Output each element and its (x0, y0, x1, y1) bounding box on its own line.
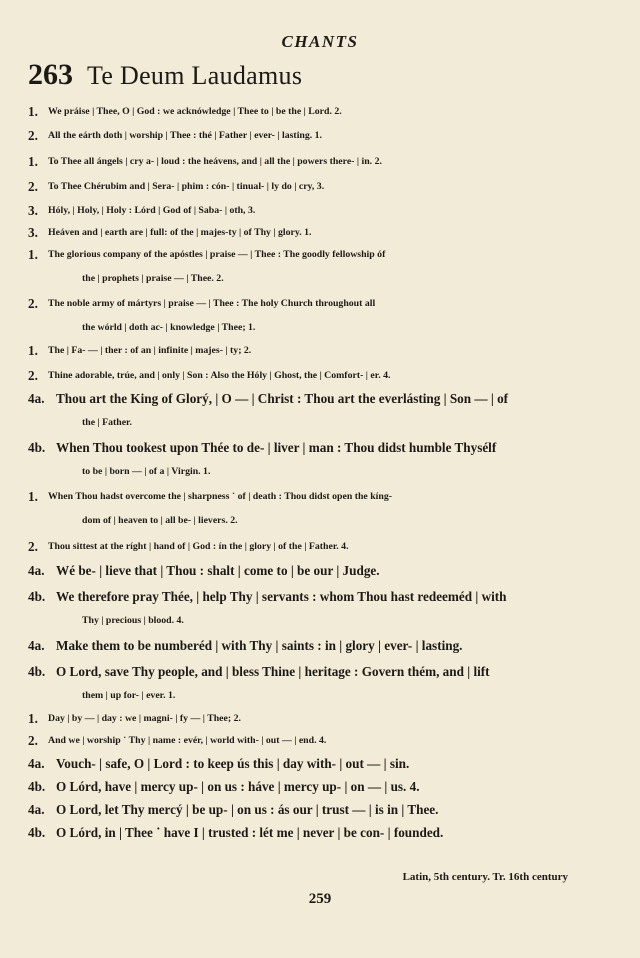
verse (28, 585, 588, 633)
verse (28, 485, 588, 533)
verse-label: 1. (28, 711, 38, 726)
verse-line: Thou sittest at the ríght | hand of | God : ín the | glory | of the | Father. 4. (48, 541, 349, 552)
verse-line: When Thou tookest upon Thée to de- | liver | man : Thou didst humble Thysélf (56, 440, 497, 455)
page-number: 259 (308, 891, 332, 907)
verse-label: 4a. (28, 563, 45, 578)
hymn-title: Te Deum Laudamus (87, 61, 303, 90)
verse (28, 124, 588, 148)
verse-text (28, 798, 588, 822)
verse-text (28, 660, 588, 708)
verse-label: 1. (28, 154, 38, 169)
verse-text (28, 175, 588, 199)
verse (28, 634, 588, 658)
verse (28, 243, 588, 291)
verse-line: Heáven and | earth are | full: of the | majes-ty | of Thy | glory. 1. (48, 227, 312, 238)
verse-line: Wé be- | lieve that | Thou : shalt | come to | be our | Judge. (56, 563, 380, 578)
verse-line: O Lórd, in | Thee ˙ have I | trusted : lét me | never | be con- | founded. (56, 825, 444, 840)
verse (28, 199, 588, 223)
verse-line: To Thee Chérubim and | Sera- | phim : cón- | tinual- | ly do | cry, 3. (48, 181, 325, 192)
verse-line: The | Fa- — | ther : of an | infinite | majes- | ty; 2. (48, 345, 252, 356)
verse-label: 3. (28, 225, 38, 240)
verse-line: All the eárth doth | worship | Thee : thé | Father | ever- | lasting. 1. (48, 130, 323, 141)
verse-text (28, 292, 588, 340)
verse-line: O Lord, let Thy mercý | be up- | on us : ás our | trust — | is in | Thee. (56, 802, 439, 817)
verse-text (28, 535, 588, 559)
verse-label: 2. (28, 128, 38, 143)
verse (28, 821, 588, 845)
verse-text (28, 150, 588, 174)
verse (28, 175, 588, 199)
verse-line: Vouch- | safe, O | Lord : to keep ús this | day with- | out — | sin. (56, 756, 410, 771)
verse (28, 339, 588, 363)
hymn-number: 263 (28, 58, 73, 91)
verse-text (28, 100, 588, 124)
verse-text (28, 775, 588, 799)
verse-text (28, 124, 588, 148)
verse (28, 660, 588, 708)
verse-label: 2. (28, 733, 38, 748)
verse-text (28, 436, 588, 484)
verse (28, 559, 588, 583)
verse (28, 436, 588, 484)
verse-text (28, 339, 588, 363)
verse-continuation-line: Thy | precious | blood. 4. (82, 615, 184, 626)
verse (28, 798, 588, 822)
verse (28, 221, 588, 245)
verse-text (28, 387, 588, 435)
verse-text (28, 485, 588, 533)
verse-text (28, 707, 588, 731)
verse (28, 729, 588, 753)
attribution: Latin, 5th century. Tr. 16th century (402, 871, 568, 883)
verse-label: 1. (28, 247, 38, 262)
verse-label: 1. (28, 104, 38, 119)
verse-continuation-line: the wórld | doth ac- | knowledge | Thee; 1. (82, 322, 256, 333)
verse-line: And we | worship ˙ Thy | name : evér, | world with- | out — | end. 4. (48, 735, 327, 746)
verse-line: Day | by — | day : we | magni- | fy — | Thee; 2. (48, 713, 241, 724)
verse-continuation-line: the | Father. (82, 417, 132, 428)
verse-line: When Thou hadst overcome the | sharpness ˙ of | death : Thou didst open the kíng- (48, 491, 393, 502)
verse-label: 2. (28, 368, 38, 383)
running-head: CHANTS (281, 32, 359, 51)
verse (28, 292, 588, 340)
verse-text (28, 634, 588, 658)
verse-label: 2. (28, 539, 38, 554)
verse-text (28, 752, 588, 776)
verse-line: The glorious company of the apóstles | praise — | Thee : The goodly fellowship óf (48, 249, 386, 260)
verse-label: 4a. (28, 802, 45, 817)
verse-continuation-line: them | up for- | ever. 1. (82, 690, 176, 701)
verse-continuation-line: the | prophets | praise — | Thee. 2. (82, 273, 224, 284)
verse-label: 2. (28, 179, 38, 194)
verse-text (28, 221, 588, 245)
verse (28, 100, 588, 124)
verse-line: O Lórd, have | mercy up- | on us : háve | mercy up- | on — | us. 4. (56, 779, 420, 794)
verse-text (28, 243, 588, 291)
verse-label: 2. (28, 296, 38, 311)
verse-label: 4b. (28, 779, 46, 794)
chant-verses (28, 100, 588, 845)
verse-text (28, 559, 588, 583)
verse-label: 4a. (28, 638, 45, 653)
verse-line: O Lord, save Thy people, and | bless Thine | heritage : Govern thém, and | lift (56, 664, 490, 679)
verse-continuation-line: to be | born — | of a | Virgin. 1. (82, 466, 211, 477)
verse-line: The noble army of mártyrs | praise — | Thee : The holy Church throughout all (48, 298, 376, 309)
verse-text (28, 585, 588, 633)
verse (28, 150, 588, 174)
hymn-header (28, 58, 302, 92)
verse-label: 4b. (28, 589, 46, 604)
verse (28, 775, 588, 799)
verse (28, 387, 588, 435)
verse (28, 364, 588, 388)
verse-line: Hóly, | Holy, | Holy : Lórd | God of | Saba- | oth, 3. (48, 205, 256, 216)
verse-line: We therefore pray Thée, | help Thy | servants : whom Thou hast redeeméd | with (56, 589, 507, 604)
verse-text (28, 821, 588, 845)
verse-label: 1. (28, 343, 38, 358)
verse-text (28, 729, 588, 753)
verse-line: Thou art the King of Glorý, | O — | Christ : Thou art the everlásting | Son — | of (56, 391, 509, 406)
verse-label: 4b. (28, 825, 46, 840)
verse-text (28, 364, 588, 388)
verse-line: Make them to be numberéd | with Thy | saints : in | glory | ever- | lasting. (56, 638, 463, 653)
verse-label: 4a. (28, 391, 45, 406)
verse-line: We práise | Thee, O | God : we acknówledge | Thee to | be the | Lord. 2. (48, 106, 342, 117)
verse-label: 4a. (28, 756, 45, 771)
verse-line: To Thee all ángels | cry a- | loud : the heávens, and | all the | powers there- | in. 2. (48, 156, 382, 167)
verse-line: Thine adorable, trúe, and | only | Son : Also the Hóly | Ghost, the | Comfort- | er. 4. (48, 370, 391, 381)
verse (28, 535, 588, 559)
verse (28, 707, 588, 731)
verse-label: 4b. (28, 664, 46, 679)
verse-continuation-line: dom of | heaven to | all be- | lievers. 2. (82, 515, 238, 526)
verse-label: 3. (28, 203, 38, 218)
verse-label: 4b. (28, 440, 46, 455)
verse-label: 1. (28, 489, 38, 504)
verse (28, 752, 588, 776)
verse-text (28, 199, 588, 223)
